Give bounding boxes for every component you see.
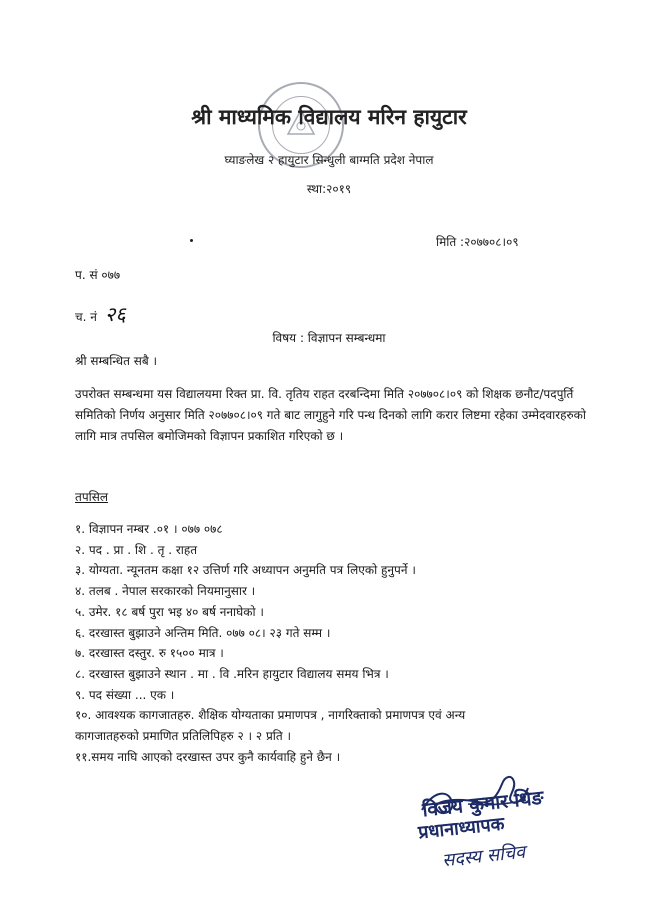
school-address: घ्याङलेख २ हायुटार सिन्धुली बाग्मति प्रदेश नेपाल	[224, 153, 434, 167]
letter-date: मिति :२०७७०८।०९	[436, 235, 519, 249]
list-item: ७. दरखास्त दस्तुर. रु १५०० मात्र ।	[75, 646, 224, 661]
letter-addressee: श्री सम्बन्धित सबै ।	[75, 354, 158, 368]
list-item: २. पद . प्रा . शि . तृ . राहत	[75, 542, 198, 557]
tapsil-list	[75, 519, 615, 767]
signature-block	[408, 758, 618, 878]
signatory-name: विजय कुमार थिङ	[421, 786, 545, 822]
tapsil-heading: तपसिल	[75, 490, 109, 504]
list-item: ११.समय नाघि आएको दरखास्त उपर कुनै कार्यवाहि हुने छैन ।	[75, 749, 341, 764]
chalani-number: २६	[104, 302, 126, 326]
signatory-designation: प्रधानाध्यापक	[417, 813, 506, 844]
list-item: १. विज्ञापन नम्बर .०१ । ०७७ ०७८	[75, 522, 223, 536]
patra-sankhya: प. सं ०७७	[75, 268, 121, 282]
list-item: ५. उमेर. १८ बर्ष पुरा भइ ४० बर्ष ननाघेको ।	[75, 604, 264, 619]
list-item: १०. आवश्यक कागजातहरु. शैक्षिक योग्यताका प्रमाणपत्र , नागरिक्ताको प्रमाणपत्र एवं अन्य कागजातहरुको प्रमाणित प्रतिलिपिहरु २ । २ प्रति ।	[75, 708, 466, 744]
list-item: ६. दरखास्त बुझाउने अन्तिम मिति. ०७७ ०८। २३ गते सम्म ।	[75, 625, 331, 640]
school-name: श्री माध्यमिक विद्यालय मरिन हायुटार	[191, 105, 467, 129]
letter-body: उपरोक्त सम्बन्धमा यस विद्यालयमा रिक्त प्रा. वि. तृतिय राहत दरबन्दिमा मिति २०७७०८।०९ को शिक्षक छनौट/पदपुर्ति समितिको निर्णय अनुसार मिति २०७७०८।०९ गते बाट लागुहुने गरि पन्ध दिनको लागि करार लिष्टमा रहेका उम्मेदवारहरुको लागि मात्र तपसिल बमोजिमको विज्ञापन प्रकाशित गरिएको छ ।	[75, 387, 586, 443]
letter-subject: विषय : विज्ञापन सम्बन्धमा	[272, 331, 386, 345]
list-item: ९. पद संख्या ... एक ।	[75, 687, 175, 702]
list-item: ४. तलब . नेपाल सरकारको नियमानुसार ।	[75, 584, 256, 599]
chalani-number-row	[75, 300, 126, 327]
established-year: स्था:२०१९	[306, 182, 352, 196]
stray-dot	[190, 239, 193, 242]
list-item: ३. योग्यता. न्यूनतम कक्षा १२ उत्तिर्ण गरि अध्यापन अनुमति पत्र लिएको हुनुपर्ने ।	[75, 563, 416, 578]
list-item: ८. दरखास्त बुझाउने स्थान . मा . वि .मरिन हायुटार विद्यालय समय भित्र ।	[75, 666, 389, 681]
chalani-label: च. नं	[75, 310, 97, 324]
signatory-role: सदस्य सचिव	[441, 841, 527, 872]
